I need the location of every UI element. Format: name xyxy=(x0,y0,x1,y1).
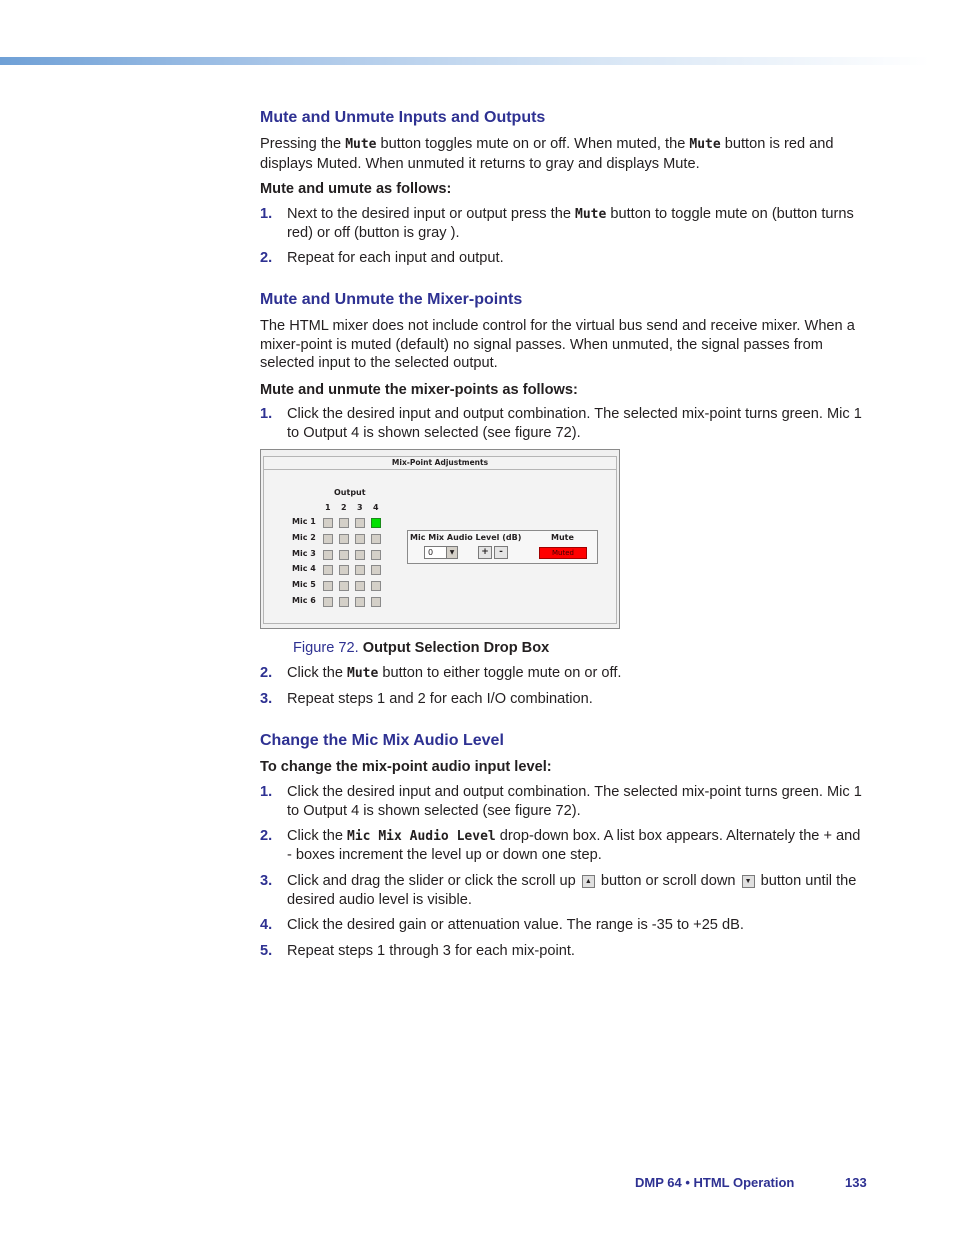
level-label: Mic Mix Audio Level (dB) xyxy=(410,533,522,542)
mix-point-cell[interactable] xyxy=(371,597,381,607)
mix-point-cell[interactable] xyxy=(371,550,381,560)
mix-point-cell[interactable] xyxy=(355,550,365,560)
mix-point-cell[interactable] xyxy=(371,534,381,544)
list-item: 1. Next to the desired input or output press the Mute button to toggle mute on (button turns red) or off (button is gray ). xyxy=(260,206,854,241)
mix-point-cell[interactable] xyxy=(371,581,381,591)
mix-point-cell[interactable] xyxy=(323,518,333,528)
section-heading-mixer-points: Mute and Unmute the Mixer-points xyxy=(260,291,523,308)
mix-point-cell[interactable] xyxy=(323,565,333,575)
mix-point-cell[interactable] xyxy=(339,581,349,591)
mix-point-cell[interactable] xyxy=(339,550,349,560)
mix-point-cell[interactable] xyxy=(339,597,349,607)
figure-caption: Figure 72. Output Selection Drop Box xyxy=(293,640,550,656)
mix-point-cell[interactable] xyxy=(323,597,333,607)
procedure-intro: Mute and umute as follows: xyxy=(260,181,452,197)
mute-button[interactable]: Muted xyxy=(539,547,587,559)
chevron-down-icon[interactable]: ▼ xyxy=(446,547,457,558)
scroll-up-icon: ▲ xyxy=(582,875,595,888)
procedure-intro: Mute and unmute the mixer-points as follows: xyxy=(260,382,578,398)
mix-point-cell[interactable] xyxy=(323,581,333,591)
list-item: 5. Repeat steps 1 through 3 for each mix-point. xyxy=(260,943,575,959)
mic-mix-audio-level-box xyxy=(407,530,598,564)
output-number: 4 xyxy=(373,503,379,512)
mic-label: Mic 6 xyxy=(292,596,316,605)
mic-label: Mic 3 xyxy=(292,548,316,558)
mic-label: Mic 5 xyxy=(292,580,316,590)
mic-mix-audio-level-select[interactable]: 0 ▼ xyxy=(424,546,458,559)
header-rule xyxy=(0,57,930,65)
mix-point-cell[interactable] xyxy=(355,565,365,575)
list-item: 2. Repeat for each input and output. xyxy=(260,250,504,266)
level-decrement-button[interactable]: - xyxy=(494,546,508,559)
paragraph-mixer-points: The HTML mixer does not include control for the virtual bus send and receive mixer. When a mixer-point is muted (default) no signal passes. When unmuted, the signal passes from selected input to the selected output. xyxy=(260,318,855,371)
mix-point-cell[interactable] xyxy=(323,534,333,544)
procedure-intro: To change the mix-point audio input level: xyxy=(260,759,552,775)
paragraph-mute-io: Pressing the Mute button toggles mute on or off. When muted, the Mute button is red and displays Muted. When unmuted it returns to gray and displays Mute. xyxy=(260,136,834,172)
mic-label: Mic 1 xyxy=(292,517,316,526)
list-item: 4. Click the desired gain or attenuation value. The range is -35 to +25 dB. xyxy=(260,917,744,933)
output-number: 2 xyxy=(341,503,347,512)
mix-point-cell[interactable] xyxy=(355,518,365,528)
level-increment-button[interactable]: + xyxy=(478,546,492,559)
section-heading-mic-mix-level: Change the Mic Mix Audio Level xyxy=(260,732,504,749)
mix-point-cell[interactable] xyxy=(339,565,349,575)
section-heading-mute-io: Mute and Unmute Inputs and Outputs xyxy=(260,109,546,126)
mix-point-cell[interactable] xyxy=(371,518,381,528)
list-item: 3. Repeat steps 1 and 2 for each I/O combination. xyxy=(260,691,593,707)
mix-point-cell[interactable] xyxy=(355,581,365,591)
page-number: 133 xyxy=(845,1175,867,1190)
list-item: 1. Click the desired input and output combination. The selected mix-point turns green. Mic 1 to Output 4 is shown selected (see figure 72). xyxy=(260,406,862,441)
mix-point-adjustments-figure xyxy=(260,449,620,629)
list-item: 2. Click the Mute button to either toggle mute on or off. xyxy=(260,665,622,681)
list-item: 1. Click the desired input and output combination. The selected mix-point turns green. Mic 1 to Output 4 is shown selected (see figure 72). xyxy=(260,784,862,819)
output-label: Output xyxy=(334,488,366,497)
mix-point-cell[interactable] xyxy=(355,534,365,544)
mix-point-cell[interactable] xyxy=(339,534,349,544)
list-item: 2. Click the Mic Mix Audio Level drop-down box. A list box appears. Alternately the + and - boxes increment the level up or down one step. xyxy=(260,828,861,863)
mic-label: Mic 2 xyxy=(292,532,316,542)
mix-point-cell[interactable] xyxy=(339,518,349,528)
mix-point-panel xyxy=(263,456,617,624)
mix-point-cell[interactable] xyxy=(355,597,365,607)
mic-label: Mic 4 xyxy=(292,564,316,574)
output-number: 3 xyxy=(357,503,363,512)
list-item: 3. Click and drag the slider or click the scroll up ▲ button or scroll down ▼ button until the desired audio level is visible. xyxy=(260,873,857,908)
output-number: 1 xyxy=(325,503,331,512)
footer-doc-title: DMP 64 • HTML Operation xyxy=(635,1175,795,1190)
mix-point-cell[interactable] xyxy=(371,565,381,575)
mute-label: Mute xyxy=(551,533,574,542)
panel-title: Mix-Point Adjustments xyxy=(264,457,616,470)
mix-point-cell[interactable] xyxy=(323,550,333,560)
scroll-down-icon: ▼ xyxy=(742,875,755,888)
